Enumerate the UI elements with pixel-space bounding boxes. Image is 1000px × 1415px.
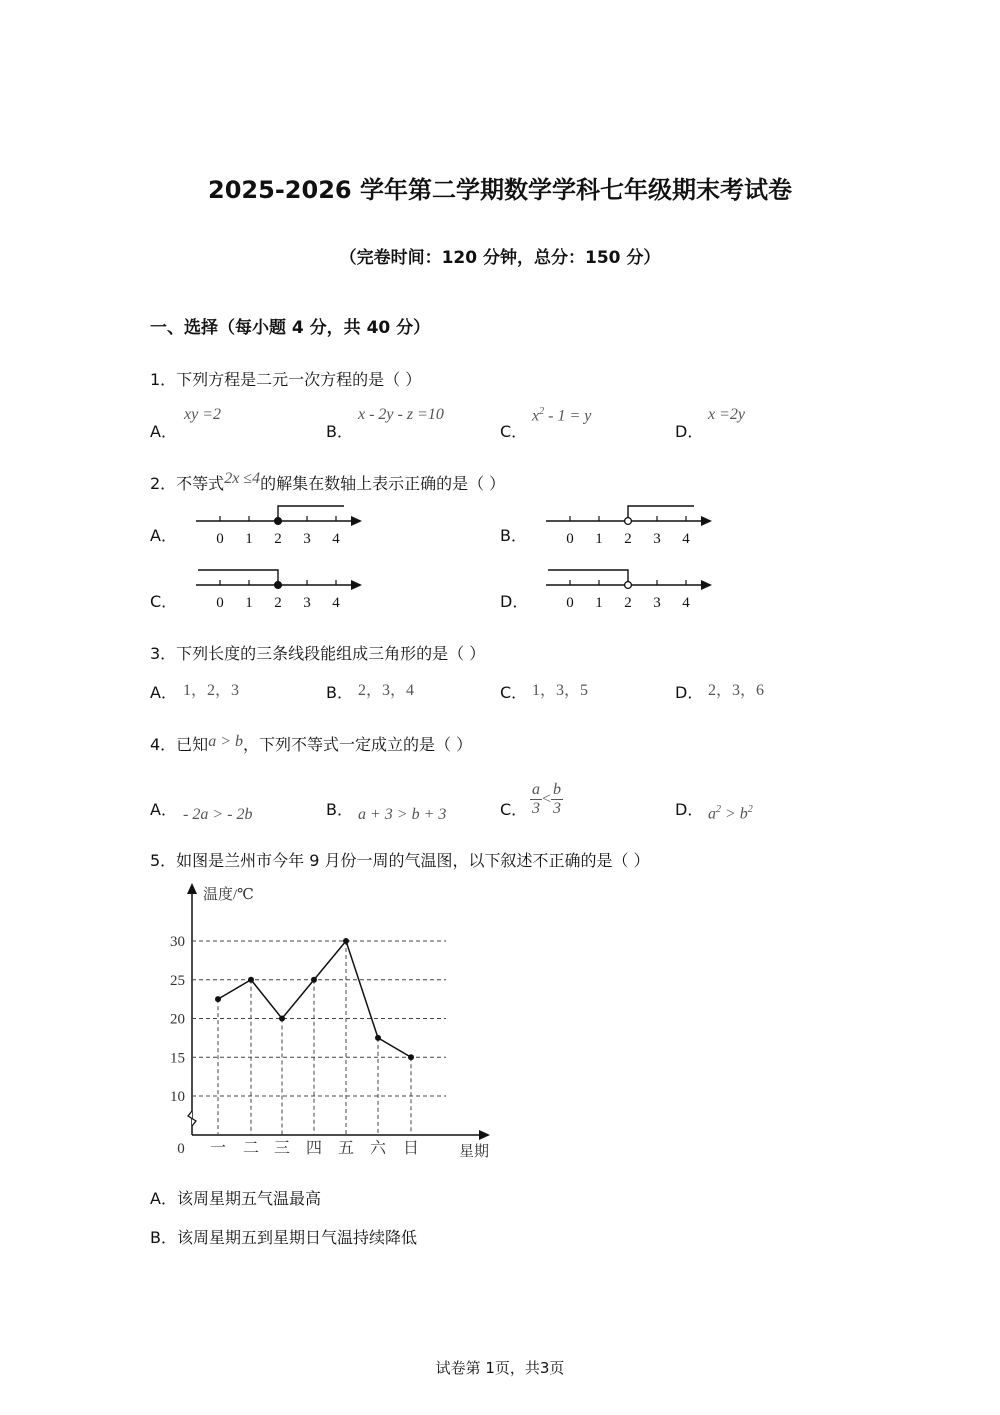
tick-label: 2 <box>274 531 282 547</box>
open-point <box>625 582 632 589</box>
number-line-d <box>540 566 720 614</box>
section-heading: 一、选择（每小题 4 分，共 40 分） <box>150 318 431 338</box>
tick-label: 4 <box>682 531 690 547</box>
x-axis-label: 星期 <box>458 1144 490 1160</box>
tick-label: 1 <box>245 595 253 611</box>
q4-option-b-label: B． <box>326 800 353 819</box>
arrow-head <box>351 580 362 590</box>
y-tick-label: 25 <box>170 972 185 989</box>
q1-option-c-expr: $x^2 - 1 = y$ <box>532 406 592 425</box>
y-tick-label: 15 <box>170 1050 185 1067</box>
closed-point <box>275 582 282 589</box>
q3-option-c-label: C． <box>500 683 528 702</box>
y-axis-label: 温度/℃ <box>203 887 254 903</box>
solution-ray <box>628 506 694 521</box>
arrow-head <box>351 516 362 526</box>
tick-label: 2 <box>624 531 632 547</box>
data-point <box>279 1016 285 1022</box>
q3-option-a-values: 1，2，3 <box>183 682 240 699</box>
question-2-stem: 2．不等式2x ≤4的解集在数轴上表示正确的是（ ） <box>150 470 506 493</box>
x-tick-label: 六 <box>369 1140 387 1157</box>
data-point <box>343 938 349 944</box>
exam-subtitle: （完卷时间：120 分钟，总分：150 分） <box>339 248 661 268</box>
question-1-stem: 1．下列方程是二元一次方程的是（ ） <box>150 370 422 389</box>
y-tick-label: 30 <box>170 934 185 950</box>
q1-option-d-expr: x =2y <box>708 406 745 423</box>
q5-option-a: A．该周星期五气温最高 <box>150 1189 321 1208</box>
tick-label: 0 <box>566 595 574 611</box>
solution-ray <box>548 570 628 585</box>
x-tick-label: 五 <box>337 1140 355 1157</box>
q2-option-a-label: A． <box>150 526 177 545</box>
number-line-a <box>190 502 370 550</box>
y-tick-label: 10 <box>170 1089 185 1105</box>
q3-option-d-label: D． <box>675 683 704 702</box>
q4-option-a-label: A． <box>150 800 177 819</box>
x-axis-arrow <box>479 1130 490 1140</box>
solution-ray <box>278 506 344 521</box>
x-tick-label: 四 <box>305 1140 323 1157</box>
q3-option-a-label: A． <box>150 683 177 702</box>
tick-label: 0 <box>216 531 224 547</box>
q1-option-c-label: C． <box>500 422 528 441</box>
q3-option-b-label: B． <box>326 683 353 702</box>
closed-point <box>275 518 282 525</box>
q3-option-b-values: 2，3，4 <box>358 682 415 699</box>
tick-label: 4 <box>332 531 340 547</box>
open-point <box>625 518 632 525</box>
q4-option-d-label: D． <box>675 800 704 819</box>
data-point <box>408 1054 414 1060</box>
origin-label: 0 <box>177 1141 185 1157</box>
x-tick-label: 日 <box>402 1140 420 1157</box>
tick-label: 1 <box>245 531 253 547</box>
tick-label: 1 <box>595 531 603 547</box>
tick-label: 3 <box>653 595 661 611</box>
question-3-stem: 3．下列长度的三条线段能组成三角形的是（ ） <box>150 644 486 663</box>
data-point <box>248 977 254 983</box>
q1-option-b-label: B． <box>326 422 353 441</box>
tick-label: 1 <box>595 595 603 611</box>
x-tick-label: 三 <box>273 1140 291 1157</box>
tick-label: 2 <box>624 595 632 611</box>
data-point <box>311 977 317 983</box>
x-tick-label: 二 <box>242 1140 260 1157</box>
arrow-head <box>701 516 712 526</box>
number-line-b <box>540 502 720 550</box>
q2-option-b-label: B． <box>500 526 527 545</box>
q4-option-c-label: C． <box>500 800 528 819</box>
tick-label: 3 <box>303 531 311 547</box>
tick-label: 0 <box>216 595 224 611</box>
y-tick-label: 20 <box>170 1011 185 1028</box>
number-line-c <box>190 566 370 614</box>
q4-option-b-expr: a + 3 > b + 3 <box>358 806 447 823</box>
tick-label: 0 <box>566 531 574 547</box>
tick-label: 4 <box>332 595 340 611</box>
tick-label: 3 <box>303 595 311 611</box>
q4-option-d-expr: $a^2 > b^2$ <box>708 804 753 823</box>
q4-option-c-expr: $\frac{a}{3}$ < $\frac{b}{3}$ <box>532 781 562 817</box>
arrow-head <box>701 580 712 590</box>
question-4-stem: 4．已知a > b，下列不等式一定成立的是（ ） <box>150 733 473 754</box>
solution-ray <box>198 570 278 585</box>
y-axis-arrow <box>187 883 197 894</box>
data-point <box>375 1035 381 1041</box>
tick-label: 3 <box>653 531 661 547</box>
q1-option-a-label: A． <box>150 422 177 441</box>
q2-option-c-label: C． <box>150 592 178 611</box>
page-footer: 试卷第 1页，共3页 <box>435 1359 565 1377</box>
q1-option-b-expr: x - 2y - z =10 <box>358 406 444 423</box>
temperature-series-line <box>218 941 411 1057</box>
x-tick-label: 一 <box>209 1140 227 1157</box>
question-5-stem: 5．如图是兰州市今年 9 月份一周的气温图，以下叙述不正确的是（ ） <box>150 851 650 870</box>
data-point <box>215 996 221 1002</box>
tick-label: 2 <box>274 595 282 611</box>
tick-label: 4 <box>682 595 690 611</box>
q2-option-d-label: D． <box>500 592 529 611</box>
exam-title: 2025-2026 学年第二学期数学学科七年级期末考试卷 <box>208 176 792 204</box>
q1-option-a-expr: xy =2 <box>184 406 221 423</box>
q3-option-c-values: 1，3，5 <box>532 682 589 699</box>
temperature-line-chart <box>160 875 500 1165</box>
q5-option-b: B．该周星期五到星期日气温持续降低 <box>150 1228 417 1247</box>
q1-option-d-label: D． <box>675 422 704 441</box>
q4-option-a-expr: - 2a > - 2b <box>183 806 253 823</box>
q3-option-d-values: 2，3，6 <box>708 682 765 699</box>
axis-break <box>188 1111 196 1126</box>
